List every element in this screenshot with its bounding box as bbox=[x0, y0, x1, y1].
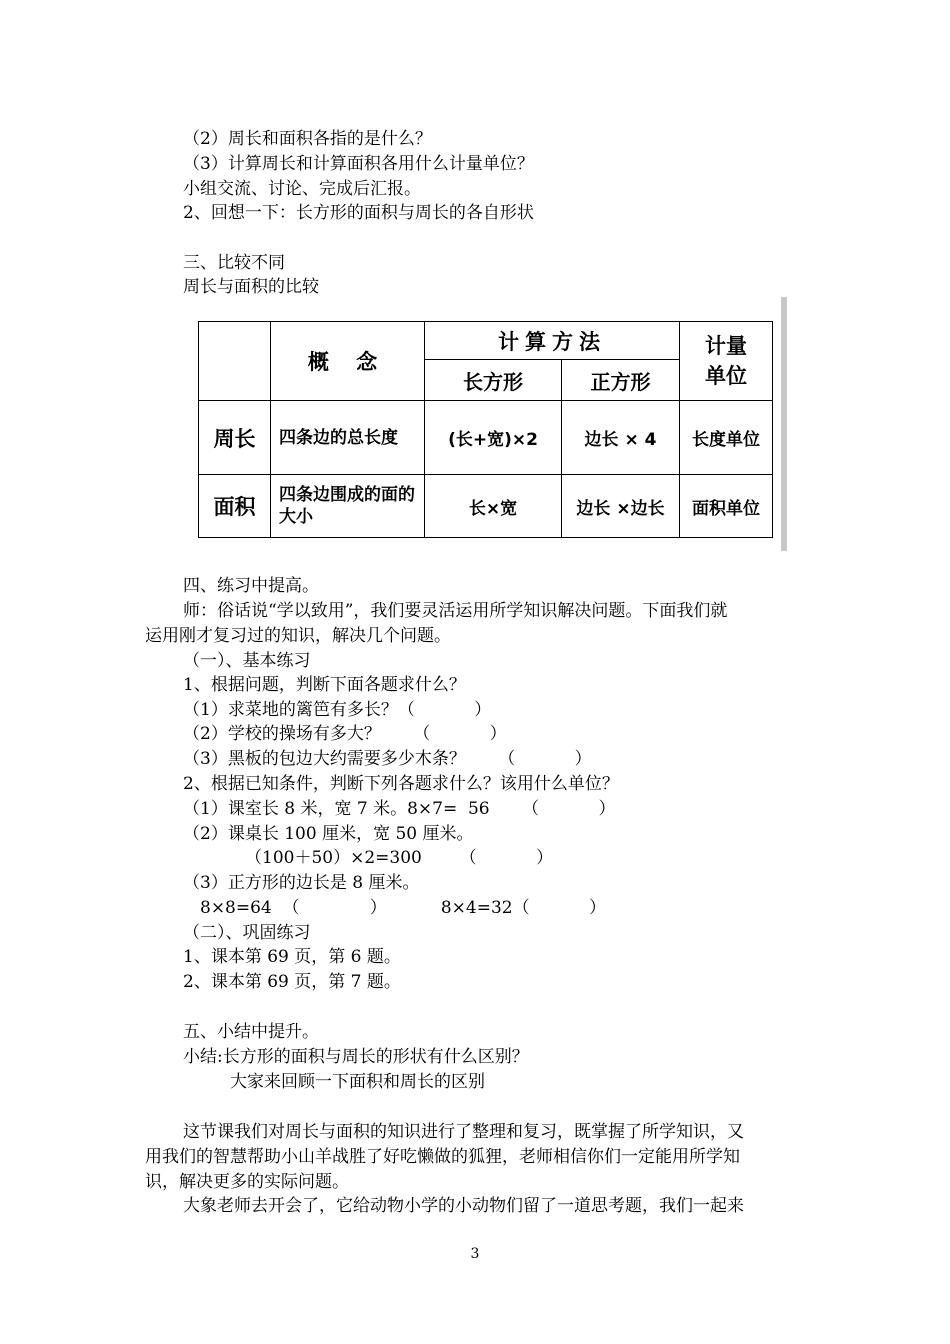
question-line: （100＋50）×2=300 （ ） bbox=[245, 848, 554, 868]
text-line: （3）计算周长和计算面积各用什么计量单位？ bbox=[183, 154, 534, 174]
comparison-table bbox=[198, 321, 773, 538]
cell-concept: 四条边围成的面的大小 bbox=[271, 475, 425, 538]
section-heading: 三、比较不同 bbox=[183, 253, 285, 273]
cell-concept: 四条边的总长度 bbox=[271, 401, 425, 475]
text-line: 2、根据已知条件，判断下列各题求什么？该用什么单位？ bbox=[183, 774, 619, 794]
row-label: 周长 bbox=[199, 401, 271, 475]
table-row bbox=[199, 401, 773, 475]
header-method: 计算方法 bbox=[425, 322, 680, 360]
question-line: （3）黑板的包边大约需要多少木条？ （ ） bbox=[183, 749, 592, 769]
header-unit-line1: 计量 bbox=[705, 334, 747, 358]
text-line: 1、根据问题，判断下面各题求什么？ bbox=[183, 675, 466, 695]
subheading: （一）、基本练习 bbox=[183, 651, 311, 671]
question-line: 8×8=64 （ ） 8×4=32（ ） bbox=[200, 898, 607, 918]
page-number: 3 bbox=[470, 1246, 480, 1262]
question-line: （3）正方形的边长是 8 厘米。 bbox=[183, 873, 420, 893]
question-line: （2）学校的操场有多大？ （ ） bbox=[183, 724, 507, 744]
text-line: 大家来回顾一下面积和周长的区别 bbox=[230, 1072, 485, 1092]
text-line: 2、回想一下：长方形的面积与周长的各自形状 bbox=[183, 203, 534, 223]
paragraph-line: 运用刚才复习过的知识，解决几个问题。 bbox=[145, 626, 451, 646]
header-rectangle: 长方形 bbox=[425, 360, 562, 401]
header-unit-line2: 单位 bbox=[705, 364, 747, 388]
cell-square-formula: 边长 ×边长 bbox=[562, 475, 680, 538]
text-line: 1、课本第 69 页，第 6 题。 bbox=[183, 947, 401, 967]
table-caption: 周长与面积的比较 bbox=[183, 277, 319, 297]
question-line: （1）课室长 8 米，宽 7 米。8×7= 56 （ ） bbox=[183, 799, 616, 819]
paragraph-line: 这节课我们对周长与面积的知识进行了整理和复习，既掌握了所学知识，又 bbox=[183, 1122, 744, 1142]
text-line: 小组交流、讨论、完成后汇报。 bbox=[183, 179, 421, 199]
text-line: 2、课本第 69 页，第 7 题。 bbox=[183, 972, 401, 992]
cell-rect-formula: 长×宽 bbox=[425, 475, 562, 538]
paragraph-line: 识，解决更多的实际问题。 bbox=[145, 1172, 349, 1192]
cell-unit: 长度单位 bbox=[680, 401, 773, 475]
cell-square-formula: 边长 × 4 bbox=[562, 401, 680, 475]
cell-unit: 面积单位 bbox=[680, 475, 773, 538]
paragraph-line: 用我们的智慧帮助小山羊战胜了好吃懒做的狐狸，老师相信你们一定能用所学知 bbox=[145, 1147, 740, 1167]
question-line: （2）课桌长 100 厘米，宽 50 厘米。 bbox=[183, 824, 474, 844]
text-line: 小结:长方形的面积与周长的形状有什么区别？ bbox=[183, 1047, 529, 1067]
header-unit bbox=[680, 322, 773, 401]
header-square: 正方形 bbox=[562, 360, 680, 401]
subheading: （二）、巩固练习 bbox=[183, 923, 311, 943]
table-row bbox=[199, 475, 773, 538]
section-heading: 四、练习中提高。 bbox=[183, 576, 319, 596]
paragraph-line: 大象老师去开会了，它给动物小学的小动物们留了一道思考题，我们一起来 bbox=[183, 1196, 744, 1216]
section-heading: 五、小结中提升。 bbox=[183, 1022, 319, 1042]
row-label: 面积 bbox=[199, 475, 271, 538]
text-line: （2）周长和面积各指的是什么？ bbox=[183, 129, 432, 149]
cell-rect-formula: (长+宽)×2 bbox=[425, 401, 562, 475]
image-border-shadow bbox=[781, 297, 787, 551]
question-line: （1）求菜地的篱笆有多长？（ ） bbox=[183, 700, 492, 720]
header-concept: 概 念 bbox=[271, 322, 425, 401]
table-corner-cell bbox=[199, 322, 271, 401]
paragraph-line: 师：俗话说“学以致用”，我们要灵活运用所学知识解决问题。下面我们就 bbox=[183, 601, 728, 621]
